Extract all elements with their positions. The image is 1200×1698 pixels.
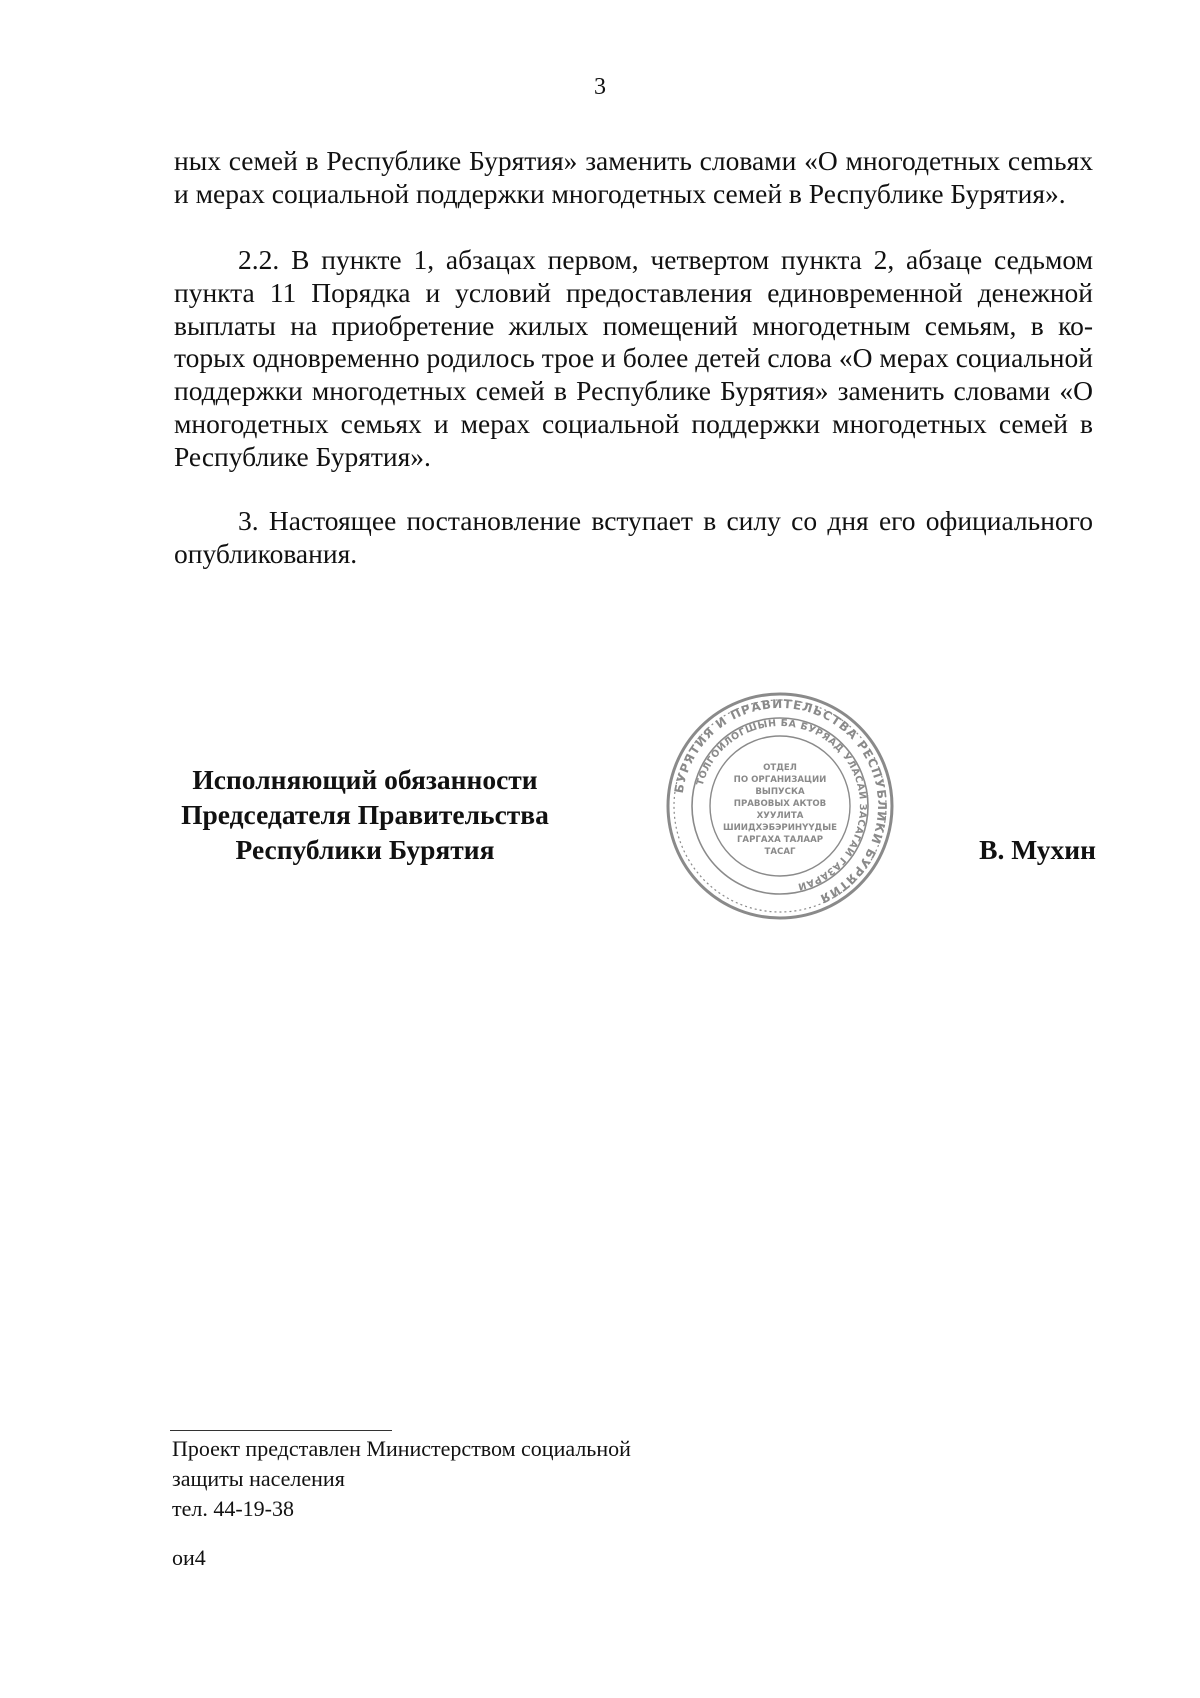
- signatory-title-line: Председателя Правительства: [181, 799, 549, 830]
- seal-center-line: ВЫПУСКА: [755, 787, 805, 797]
- signatory-title: [160, 762, 570, 867]
- signatory-title-line: Исполняющий обязанности: [192, 764, 538, 795]
- paragraph-text: 3. Настоящее постановление вступает в силу со дня его официального опубликования.: [174, 505, 1093, 569]
- seal-center-line: ТАСАГ: [764, 847, 796, 857]
- official-seal: [664, 690, 896, 922]
- seal-center-line: ХУУЛИТА: [756, 811, 804, 821]
- signer-name: В. Мухин: [979, 834, 1096, 865]
- seal-inner-textpath: ТОЛГОЙЛОГШЫН БА БУРЯАД УЛАСАЙ ЗАСАГАЙ ГАЗАРАЙ: [694, 717, 869, 892]
- page-number: 3: [594, 74, 606, 100]
- footer-line: тел. 44-19-38: [172, 1496, 295, 1521]
- document-code: ои4: [172, 1545, 206, 1570]
- paragraph-continuation: [174, 145, 1093, 211]
- signatory-title-line: Республики Бурятия: [235, 834, 495, 865]
- seal-center-line: ШИИДХЭБЭРИНҮҮДЫЕ: [722, 823, 838, 833]
- footer-divider: [170, 1430, 392, 1431]
- seal-center-line: ПО ОРГАНИЗАЦИИ: [733, 775, 827, 785]
- paragraph-text: 2.2. В пункте 1, абзацах первом, четвертом пункта 2, абзаце седьмом пункта 11 Порядка и условий предоставления единовременной денежной выплаты на приобретение жилых помещений многодетным семьям, в которых одновременно родилось трое и более детей слова «О мерах социальной поддержки многодетных семей в Республике Бурятия» заменить словами «О многодетных семьях и мерах социальной поддержки многодетных семей в Республике Бурятия».: [174, 244, 1093, 472]
- seal-center-line: ГАРГАХА ТАЛААР: [736, 835, 824, 845]
- footer-line: Проект представлен Министерством социальной: [172, 1436, 631, 1461]
- footer-line: защиты населения: [172, 1466, 345, 1491]
- paragraph-text: ных семей в Республике Бурятия» заменить словами «О многодетных сеmьях и мерах социальной поддержки многодетных семей в Республике Бурятия».: [174, 145, 1093, 209]
- footer-note: [172, 1434, 631, 1524]
- seal-center-line: ОТДЕЛ: [763, 763, 797, 773]
- seal-center-line: ПРАВОВЫХ АКТОВ: [733, 799, 827, 809]
- seal-outer-textpath: БУРЯТИЯ И ПРАВИТЕЛЬСТВА РЕСПУБЛИКИ БУРЯТИЯ: [671, 696, 890, 907]
- paragraph-2-2: [174, 244, 1093, 474]
- paragraph-3: [174, 505, 1093, 571]
